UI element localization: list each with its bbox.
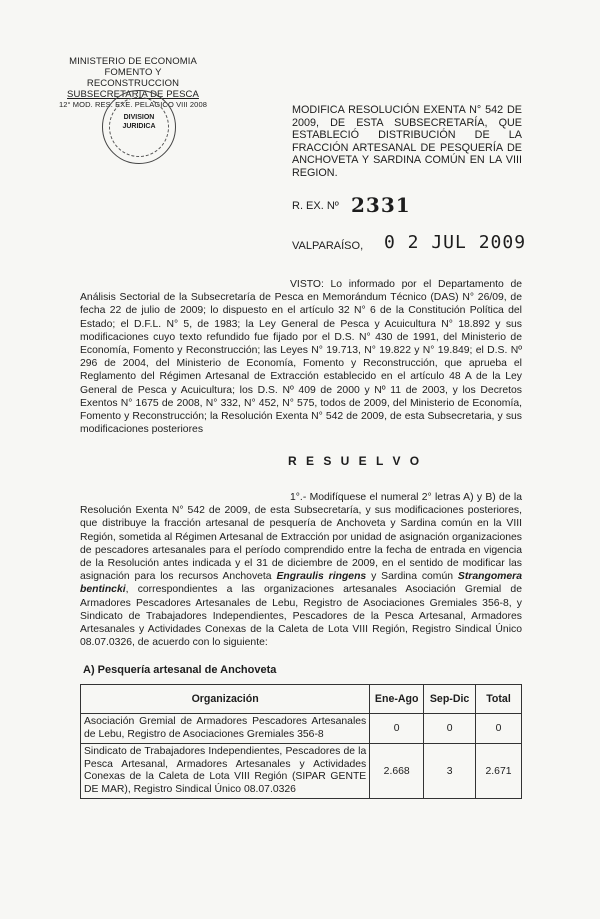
- resuelvo-heading: R E S U E L V O: [288, 454, 423, 468]
- anchoveta-table: [80, 684, 522, 799]
- header-ene-ago: Ene-Ago: [370, 685, 424, 714]
- stamp-line-2: JURIDICA: [122, 123, 156, 130]
- ministry-line-2: FOMENTO Y RECONSTRUCCION: [86, 67, 180, 89]
- date-stamp: 0 2 JUL 2009: [384, 232, 527, 253]
- rex-number: 2331: [351, 193, 411, 217]
- subsecretaria-line: SUBSECRETARIA DE PESCA: [67, 89, 199, 100]
- section-a-heading: A) Pesquería artesanal de Anchoveta: [83, 664, 277, 676]
- stamp-line-1: DIVISION: [123, 114, 155, 121]
- row-1-total: 0: [476, 714, 522, 744]
- stamp-text: [103, 113, 175, 131]
- table-row: [81, 744, 522, 799]
- header-total: Total: [476, 685, 522, 714]
- species-anchoveta: Engraulis ringens: [276, 571, 367, 583]
- article-1-text-1: 1°.- Modifíquese el numeral 2° letras A) y B) de la Resolución Exenta N° 542 de 2009, de esta Subsecretaría, y sus modificaciones posteriores, que distribuye la fracción artesanal de pesquería de Anchoveta y Sardina común en la VIII Región, sometida al Régimen Artesanal de Extracción por unidad de asignación organizaciones de pescadores artesanales para el período comprendido entre la fecha de entrada en vigencia de la Resolución antes indicada y el 31 de diciembre de 2009, en el sentido de modificar las asignación para los recursos Anchoveta: [80, 492, 522, 583]
- row-2-org: Sindicato de Trabajadores Independientes, Pescadores de la Pesca Artesanal, Armadores Artesanales y Actividades Conexas de la Caleta de Lota VIII Región (SIPAR GENTE DE MAR), Registro Sindical Único 08.07.0326: [81, 744, 370, 799]
- article-1-text-2: y Sardina común: [371, 571, 454, 583]
- row-1-sep-dic: 0: [424, 714, 476, 744]
- division-juridica-stamp: [102, 90, 176, 164]
- row-1-org: Asociación Gremial de Armadores Pescadores Artesanales de Lebu, Registro de Asociaciones Gremiales 356-8: [81, 714, 370, 744]
- header-organizacion: Organización: [81, 685, 370, 714]
- visto-paragraph: VISTO: Lo informado por el Departamento de Análisis Sectorial de la Subsecretaría de Pesca en Memorándum Técnico (DAS) N° 26/09, de fecha 22 de julio de 2009; lo dispuesto en el artículo 32 N° 6 de la Constitución Política del Estado; el D.F.L. N° 5, de 1983; la Ley General de Pesca y Acuicultura N° 18.892 y sus modificaciones cuyo texto refundido fue fijado por el D.S. N° 430 de 1991, del Ministerio de Economía, Fomento y Reconstrucción; las Leyes N° 19.713, N° 19.822 y N° 19.849; el D.S. Nº 296 de 2004, del Ministerio de Economía, Fomento y Reconstrucción, que aprueba el Reglamento del Régimen Artesanal de Extracción establecido en el artículo 48 A de la Ley General de Pesca y Acuicultura; los D.S. Nº 409 de 2000 y Nº 11 de 2003, y los Decretos Exentos N° 1675 de 2008, N° 332, N° 452, N° 575, todos de 2009, del Ministerio de Economía, Fomento y Reconstrucción; la Resolución Exenta N° 542 de 2009, de esta Subsecretaria, y sus modificaciones posteriores: [80, 279, 522, 436]
- row-2-total: 2.671: [476, 744, 522, 799]
- row-2-ene-ago: 2.668: [370, 744, 424, 799]
- resolution-title: MODIFICA RESOLUCIÓN EXENTA N° 542 DE 2009, DE ESTA SUBSECRETARÍA, QUE ESTABLECIÓ DISTRIBUCIÓN DE LA FRACCIÓN ARTESANAL DE PESQUERÍA DE ANCHOVETA Y SARDINA COMÚN EN LA VIII REGION.: [292, 104, 522, 179]
- table-header-row: [81, 685, 522, 714]
- header-sep-dic: Sep-Dic: [424, 685, 476, 714]
- rex-label: R. EX. Nº: [292, 200, 339, 212]
- place-city: VALPARAÍSO,: [292, 240, 364, 252]
- article-1-text-3: , correspondientes a las organizaciones artesanales Asociación Gremial de Armadores Pescadores Artesanales de Lebu, Registro de Asociaciones Gremiales 356-8, y Sindicato de Trabajadores Independientes, Pescadores de la Pesca Artesanal, Armadores Artesanales y Actividades Conexas de la Caleta de Lota VIII Región, Registro Sindical Único 08.07.0326, de acuerdo con lo siguiente:: [80, 584, 522, 649]
- table-row: [81, 714, 522, 744]
- reference-line: 12° MOD. RES. EXE. PELAGICO VIII 2008: [58, 100, 207, 109]
- ministry-line-1: MINISTERIO DE ECONOMIA: [69, 56, 197, 67]
- row-2-sep-dic: 3: [424, 744, 476, 799]
- species-sardina: Strangomera bentincki: [80, 571, 523, 596]
- row-1-ene-ago: 0: [370, 714, 424, 744]
- article-1-paragraph: [80, 491, 522, 649]
